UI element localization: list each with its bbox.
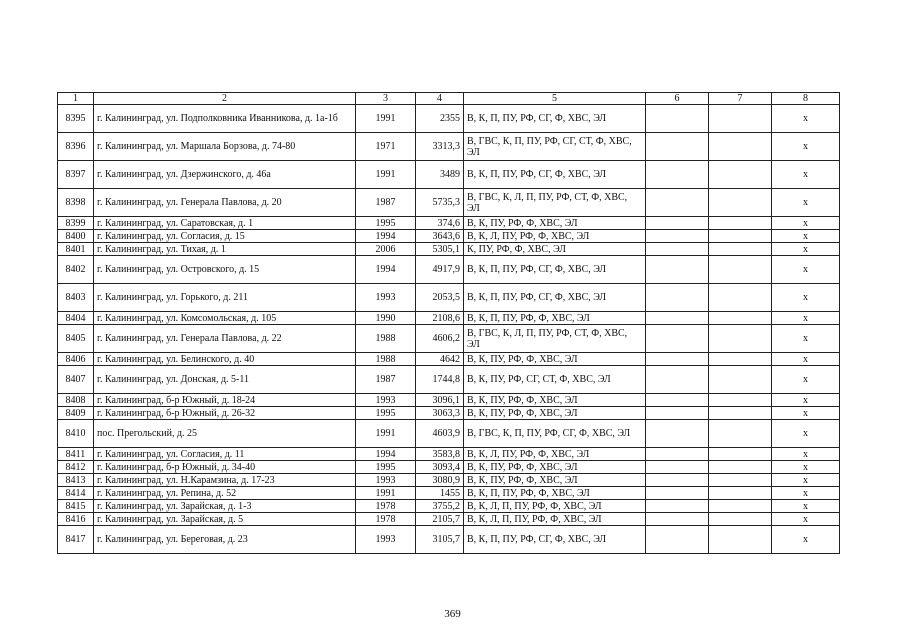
row-number: 8399 [58,217,94,230]
systems-cell: В, К, ПУ, РФ, Ф, ХВС, ЭЛ [464,407,646,420]
column-6-cell [646,487,709,500]
mark-cell: х [772,474,840,487]
systems-cell: В, К, ПУ, РФ, Ф, ХВС, ЭЛ [464,474,646,487]
column-7-cell [709,500,772,513]
address-cell: г. Калининград, ул. Согласия, д. 15 [94,230,356,243]
address-cell: г. Калининград, б-р Южный, д. 18-24 [94,394,356,407]
table-row [58,256,840,284]
row-number: 8395 [58,105,94,133]
table-row [58,105,840,133]
column-header: 8 [772,93,840,105]
column-6-cell [646,161,709,189]
column-7-cell [709,243,772,256]
column-7-cell [709,133,772,161]
area-cell: 4606,2 [416,325,464,353]
year-cell: 1991 [356,487,416,500]
column-6-cell [646,526,709,554]
table-row [58,133,840,161]
address-cell: г. Калининград, ул. Горького, д. 211 [94,284,356,312]
systems-cell: В, К, Л, ПУ, РФ, Ф, ХВС, ЭЛ [464,230,646,243]
mark-cell: х [772,312,840,325]
mark-cell: х [772,243,840,256]
column-7-cell [709,325,772,353]
address-cell: г. Калининград, ул. Островского, д. 15 [94,256,356,284]
column-7-cell [709,394,772,407]
column-7-cell [709,448,772,461]
column-6-cell [646,133,709,161]
mark-cell: х [772,353,840,366]
mark-cell: х [772,461,840,474]
column-7-cell [709,217,772,230]
row-number: 8402 [58,256,94,284]
year-cell: 1994 [356,230,416,243]
year-cell: 1993 [356,474,416,487]
mark-cell: х [772,500,840,513]
mark-cell: х [772,284,840,312]
area-cell: 3080,9 [416,474,464,487]
table-row [58,394,840,407]
row-number: 8409 [58,407,94,420]
mark-cell: х [772,105,840,133]
column-7-cell [709,420,772,448]
mark-cell: х [772,513,840,526]
mark-cell: х [772,217,840,230]
year-cell: 1987 [356,189,416,217]
column-header: 1 [58,93,94,105]
address-cell: г. Калининград, ул. Саратовская, д. 1 [94,217,356,230]
column-6-cell [646,325,709,353]
column-6-cell [646,353,709,366]
area-cell: 1455 [416,487,464,500]
address-cell: г. Калининград, б-р Южный, д. 34-40 [94,461,356,474]
row-number: 8410 [58,420,94,448]
table-row [58,487,840,500]
year-cell: 1995 [356,461,416,474]
mark-cell: х [772,487,840,500]
table-row [58,230,840,243]
row-number: 8413 [58,474,94,487]
area-cell: 3093,4 [416,461,464,474]
address-cell: г. Калининград, ул. Маршала Борзова, д. 74-80 [94,133,356,161]
column-7-cell [709,284,772,312]
column-7-cell [709,105,772,133]
systems-cell: В, К, П, ПУ, РФ, Ф, ХВС, ЭЛ [464,487,646,500]
row-number: 8416 [58,513,94,526]
table-row [58,461,840,474]
address-cell: г. Калининград, ул. Береговая, д. 23 [94,526,356,554]
area-cell: 2108,6 [416,312,464,325]
area-cell: 4642 [416,353,464,366]
mark-cell: х [772,133,840,161]
systems-cell: В, К, ПУ, РФ, Ф, ХВС, ЭЛ [464,394,646,407]
column-6-cell [646,284,709,312]
column-7-cell [709,513,772,526]
column-7-cell [709,474,772,487]
mark-cell: х [772,230,840,243]
column-6-cell [646,243,709,256]
table-row [58,500,840,513]
column-6-cell [646,312,709,325]
systems-cell: В, К, П, ПУ, РФ, СГ, Ф, ХВС, ЭЛ [464,284,646,312]
systems-cell: В, К, ПУ, РФ, Ф, ХВС, ЭЛ [464,353,646,366]
year-cell: 1993 [356,284,416,312]
column-header: 2 [94,93,356,105]
table-row [58,448,840,461]
table-row [58,513,840,526]
year-cell: 1991 [356,420,416,448]
row-number: 8412 [58,461,94,474]
address-cell: г. Калининград, ул. Подполковника Иванникова, д. 1а-1б [94,105,356,133]
systems-cell: В, К, П, ПУ, РФ, СГ, Ф, ХВС, ЭЛ [464,161,646,189]
area-cell: 3643,6 [416,230,464,243]
column-7-cell [709,256,772,284]
systems-cell: К, ПУ, РФ, Ф, ХВС, ЭЛ [464,243,646,256]
row-number: 8411 [58,448,94,461]
address-cell: г. Калининград, ул. Репина, д. 52 [94,487,356,500]
area-cell: 4917,9 [416,256,464,284]
table-row [58,420,840,448]
column-6-cell [646,448,709,461]
area-cell: 3313,3 [416,133,464,161]
row-number: 8405 [58,325,94,353]
year-cell: 1994 [356,256,416,284]
systems-cell: В, К, ПУ, РФ, СГ, СТ, Ф, ХВС, ЭЛ [464,366,646,394]
year-cell: 1991 [356,161,416,189]
column-7-cell [709,312,772,325]
page-number: 369 [444,608,461,620]
year-cell: 1991 [356,105,416,133]
year-cell: 1988 [356,353,416,366]
column-6-cell [646,394,709,407]
table-row [58,243,840,256]
column-6-cell [646,407,709,420]
address-cell: г. Калининград, ул. Согласия, д. 11 [94,448,356,461]
systems-cell: В, ГВС, К, П, ПУ, РФ, СГ, Ф, ХВС, ЭЛ [464,420,646,448]
column-header: 5 [464,93,646,105]
column-header: 6 [646,93,709,105]
table-row [58,189,840,217]
systems-cell: В, ГВС, К, Л, П, ПУ, РФ, СТ, Ф, ХВС, ЭЛ [464,189,646,217]
systems-cell: В, К, П, ПУ, РФ, СГ, Ф, ХВС, ЭЛ [464,256,646,284]
row-number: 8403 [58,284,94,312]
mark-cell: х [772,256,840,284]
mark-cell: х [772,526,840,554]
year-cell: 2006 [356,243,416,256]
row-number: 8408 [58,394,94,407]
column-header: 7 [709,93,772,105]
column-7-cell [709,366,772,394]
column-6-cell [646,217,709,230]
table-row [58,284,840,312]
year-cell: 1990 [356,312,416,325]
table-row [58,161,840,189]
mark-cell: х [772,448,840,461]
year-cell: 1994 [356,448,416,461]
year-cell: 1995 [356,407,416,420]
table-row [58,474,840,487]
mark-cell: х [772,394,840,407]
column-header: 4 [416,93,464,105]
mark-cell: х [772,325,840,353]
table-row [58,325,840,353]
row-number: 8407 [58,366,94,394]
column-7-cell [709,407,772,420]
area-cell: 374,6 [416,217,464,230]
area-cell: 5305,1 [416,243,464,256]
area-cell: 4603,9 [416,420,464,448]
table-row [58,217,840,230]
table-row [58,407,840,420]
column-6-cell [646,474,709,487]
table-row [58,353,840,366]
column-7-cell [709,526,772,554]
column-6-cell [646,420,709,448]
area-cell: 5735,3 [416,189,464,217]
address-cell: пос. Прегольский, д. 25 [94,420,356,448]
address-cell: г. Калининград, ул. Генерала Павлова, д. 22 [94,325,356,353]
area-cell: 2105,7 [416,513,464,526]
column-7-cell [709,161,772,189]
systems-cell: В, К, Л, П, ПУ, РФ, Ф, ХВС, ЭЛ [464,500,646,513]
address-cell: г. Калининград, б-р Южный, д. 26-32 [94,407,356,420]
housing-register-table [57,92,840,554]
column-header: 3 [356,93,416,105]
address-cell: г. Калининград, ул. Зарайская, д. 5 [94,513,356,526]
column-6-cell [646,461,709,474]
systems-cell: В, К, П, ПУ, РФ, СГ, Ф, ХВС, ЭЛ [464,526,646,554]
year-cell: 1993 [356,526,416,554]
mark-cell: х [772,189,840,217]
mark-cell: х [772,366,840,394]
row-number: 8400 [58,230,94,243]
area-cell: 3063,3 [416,407,464,420]
systems-cell: В, К, Л, ПУ, РФ, Ф, ХВС, ЭЛ [464,448,646,461]
systems-cell: В, К, ПУ, РФ, Ф, ХВС, ЭЛ [464,217,646,230]
column-7-cell [709,189,772,217]
area-cell: 3105,7 [416,526,464,554]
row-number: 8414 [58,487,94,500]
address-cell: г. Калининград, ул. Дзержинского, д. 46а [94,161,356,189]
column-6-cell [646,256,709,284]
mark-cell: х [772,407,840,420]
area-cell: 2053,5 [416,284,464,312]
row-number: 8396 [58,133,94,161]
systems-cell: В, К, Л, П, ПУ, РФ, Ф, ХВС, ЭЛ [464,513,646,526]
address-cell: г. Калининград, ул. Донская, д. 5-11 [94,366,356,394]
area-cell: 3755,2 [416,500,464,513]
table-row [58,526,840,554]
year-cell: 1995 [356,217,416,230]
address-cell: г. Калининград, ул. Н.Карамзина, д. 17-23 [94,474,356,487]
table-body [58,93,840,554]
table-row [58,312,840,325]
address-cell: г. Калининград, ул. Тихая, д. 1 [94,243,356,256]
year-cell: 1978 [356,500,416,513]
table-row [58,366,840,394]
mark-cell: х [772,161,840,189]
systems-cell: В, ГВС, К, П, ПУ, РФ, СГ, СТ, Ф, ХВС, ЭЛ [464,133,646,161]
address-cell: г. Калининград, ул. Зарайская, д. 1-3 [94,500,356,513]
year-cell: 1988 [356,325,416,353]
mark-cell: х [772,420,840,448]
area-cell: 3489 [416,161,464,189]
systems-cell: В, К, ПУ, РФ, Ф, ХВС, ЭЛ [464,461,646,474]
column-6-cell [646,105,709,133]
row-number: 8404 [58,312,94,325]
column-6-cell [646,513,709,526]
column-7-cell [709,353,772,366]
address-cell: г. Калининград, ул. Комсомольская, д. 105 [94,312,356,325]
row-number: 8406 [58,353,94,366]
year-cell: 1993 [356,394,416,407]
row-number: 8397 [58,161,94,189]
year-cell: 1987 [356,366,416,394]
year-cell: 1971 [356,133,416,161]
systems-cell: В, ГВС, К, Л, П, ПУ, РФ, СТ, Ф, ХВС, ЭЛ [464,325,646,353]
column-6-cell [646,366,709,394]
row-number: 8398 [58,189,94,217]
table-header-row [58,93,840,105]
row-number: 8417 [58,526,94,554]
column-6-cell [646,500,709,513]
column-6-cell [646,189,709,217]
systems-cell: В, К, П, ПУ, РФ, СГ, Ф, ХВС, ЭЛ [464,105,646,133]
row-number: 8415 [58,500,94,513]
column-7-cell [709,230,772,243]
systems-cell: В, К, П, ПУ, РФ, Ф, ХВС, ЭЛ [464,312,646,325]
column-7-cell [709,461,772,474]
address-cell: г. Калининград, ул. Белинского, д. 40 [94,353,356,366]
area-cell: 2355 [416,105,464,133]
year-cell: 1978 [356,513,416,526]
column-7-cell [709,487,772,500]
area-cell: 3096,1 [416,394,464,407]
row-number: 8401 [58,243,94,256]
area-cell: 3583,8 [416,448,464,461]
area-cell: 1744,8 [416,366,464,394]
address-cell: г. Калининград, ул. Генерала Павлова, д. 20 [94,189,356,217]
column-6-cell [646,230,709,243]
